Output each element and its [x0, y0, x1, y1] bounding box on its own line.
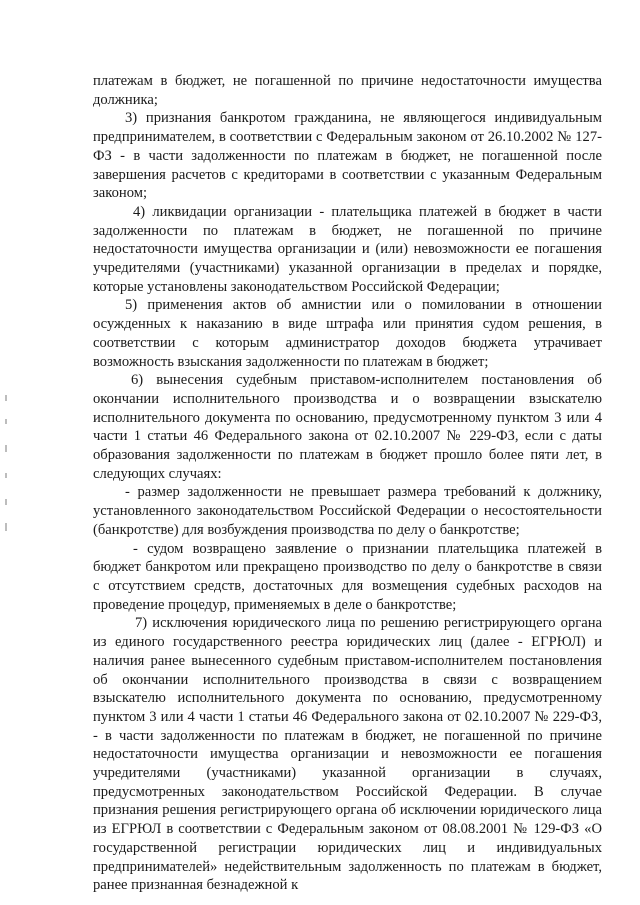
paragraph-item-5: 5) применения актов об амнистии или о помиловании в отношении осужденных к наказанию в виде штрафа или принятия судом решения, в соответствии с которым администратор доходов бюджета утрачивает возможность взыскания задолженности по платежам в бюджет;: [93, 297, 602, 370]
paragraph-item-3: 3) признания банкротом гражданина, не являющегося индивидуальным предпринимателем, в соответствии с Федеральным законом от 26.10.2002 № 127-ФЗ - в части задолженности по платежам в бюджет, не погашенной после завершения расчетов с кредиторами в соответствии с указанным Федеральным законом;: [93, 110, 602, 202]
paragraph-case-1: - размер задолженности не превышает размера требований к должнику, установленного законодательством Российской Федерации о несостоятельности (банкротстве) для возбуждения производства по делу о банкротстве;: [93, 484, 602, 538]
paragraph-case-2: - судом возвращено заявление о признании плательщика платежей в бюджет банкротом или прекращено производство по делу о банкротстве в связи с отсутствием средств, достаточных для возмещения судебных расходов на проведение процедур, применяемых в деле о банкротстве;: [93, 540, 602, 613]
paragraph-continuation: платежам в бюджет, не погашенной по причине недостаточности имущества должника;: [93, 73, 602, 108]
scan-mark: [5, 523, 7, 531]
scan-mark: [5, 499, 7, 505]
scan-margin-marks: [5, 395, 11, 535]
scan-mark: [5, 473, 7, 478]
document-body: [93, 72, 602, 895]
paragraph-item-4: 4) ликвидации организации - плательщика платежей в бюджет в части задолженности по платежам в бюджет, не погашенной по причине недостаточности имущества организации и (или) невозможности ее погашения учредителями (участниками) указанной организации в пределах и порядке, которые установлены законодательством Российской Федерации;: [93, 203, 602, 295]
paragraph-item-6: 6) вынесения судебным приставом-исполнителем постановления об окончании исполнительного производства и о возвращении взыскателю исполнительного документа по основанию, предусмотренному пунктом 3 или 4 части 1 статьи 46 Федерального закона от 02.10.2007 № 229-ФЗ, если с даты образования задолженности по платежам в бюджет прошло более пяти лет, в следующих случаях:: [93, 372, 602, 482]
scan-mark: [5, 419, 7, 424]
scan-mark: [5, 395, 7, 401]
scan-mark: [5, 445, 7, 452]
paragraph-item-7: 7) исключения юридического лица по решению регистрирующего органа из единого государственного реестра юридических лиц (далее - ЕГРЮЛ) и наличия ранее вынесенного судебным приставом-исполнителем постановления об окончании исполнительного производства в связи с возвращением взыскателю исполнительного документа по основанию, предусмотренному пунктом 3 или 4 части 1 статьи 46 Федерального закона от 02.10.2007 № 229-ФЗ, - в части задолженности по платежам в бюджет, не погашенной по причине недостаточности имущества организации и невозможности ее погашения учредителями (участниками) указанной организации в случаях, предусмотренных законодательством Российской Федерации. В случае признания решения регистрирующего органа об исключении юридического лица из ЕГРЮЛ в соответствии с Федеральным законом от 08.08.2001 № 129-ФЗ «О государственной регистрации юридических лиц и индивидуальных предпринимателей» недействительным задолженность по платежам в бюджет, ранее признанная безнадежной к: [93, 615, 602, 894]
